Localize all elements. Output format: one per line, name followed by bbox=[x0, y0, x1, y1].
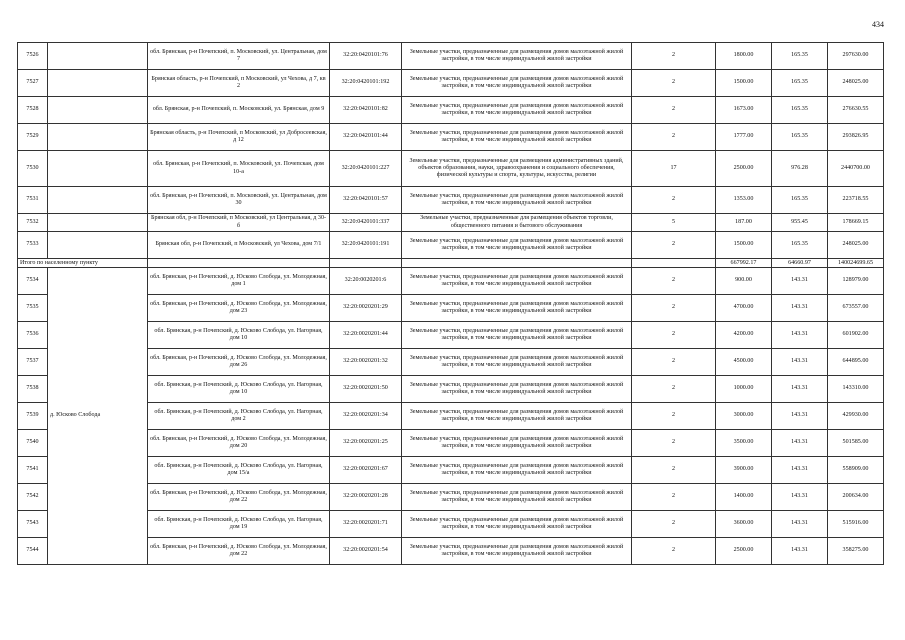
cadastral-number-cell: 32:20:0420101:76 bbox=[330, 43, 402, 70]
price-cell: 143.31 bbox=[772, 511, 828, 538]
address-cell: Брянская обл, р-н Почепский, п Московский, ул Чехова, дом 7/1 bbox=[148, 232, 330, 259]
empty-cell bbox=[402, 259, 632, 268]
total-value-cell: 297630.00 bbox=[828, 43, 884, 70]
price-cell: 143.31 bbox=[772, 538, 828, 565]
total-value-cell: 223718.55 bbox=[828, 187, 884, 214]
row-number: 7529 bbox=[18, 124, 48, 151]
cadastral-number-cell: 32:20:0020201:44 bbox=[330, 322, 402, 349]
total-value-cell: 644895.00 bbox=[828, 349, 884, 376]
row-number: 7539 bbox=[18, 403, 48, 430]
area-cell: 3500.00 bbox=[716, 430, 772, 457]
table-row bbox=[18, 124, 884, 151]
use-group-cell: 2 bbox=[632, 511, 716, 538]
area-cell: 187.00 bbox=[716, 214, 772, 232]
cadastral-number-cell: 32:20:0420101:192 bbox=[330, 70, 402, 97]
address-cell: обл. Брянская, р-н Почепский, д. Юсково Слобода, ул. Нагорная, дом 10 bbox=[148, 322, 330, 349]
address-cell: обл. Брянская, р-н Почепский, д. Юсково Слобода, ул. Молодежная, дом 22 bbox=[148, 484, 330, 511]
price-cell: 955.45 bbox=[772, 214, 828, 232]
use-group-cell: 2 bbox=[632, 124, 716, 151]
area-cell: 4700.00 bbox=[716, 295, 772, 322]
cadastral-number-cell: 32:20:0420101:44 bbox=[330, 124, 402, 151]
row-number: 7527 bbox=[18, 70, 48, 97]
table-row bbox=[18, 268, 884, 295]
price-cell: 165.35 bbox=[772, 232, 828, 259]
table-row bbox=[18, 376, 884, 403]
total-value-cell: 558909.00 bbox=[828, 457, 884, 484]
row-number: 7536 bbox=[18, 322, 48, 349]
land-use-cell: Земельные участки, предназначенные для размещения домов малоэтажной жилой застройки, в том числе индивидуальной жилой застройки bbox=[402, 70, 632, 97]
area-cell: 1000.00 bbox=[716, 376, 772, 403]
row-number: 7537 bbox=[18, 349, 48, 376]
table-row bbox=[18, 538, 884, 565]
area-cell: 2500.00 bbox=[716, 151, 772, 187]
table-row bbox=[18, 70, 884, 97]
total-value-cell: 293826.95 bbox=[828, 124, 884, 151]
cadastral-number-cell: 32:20:0020201:50 bbox=[330, 376, 402, 403]
table-row bbox=[18, 457, 884, 484]
land-use-cell: Земельные участки, предназначенные для размещения домов малоэтажной жилой застройки, в том числе индивидуальной жилой застройки bbox=[402, 403, 632, 430]
area-cell: 4500.00 bbox=[716, 349, 772, 376]
price-cell: 143.31 bbox=[772, 430, 828, 457]
table-row bbox=[18, 484, 884, 511]
row-number: 7530 bbox=[18, 151, 48, 187]
land-use-cell: Земельные участки, предназначенные для размещения административных зданий, объектов образования, науки, здравоохранения и социального обеспечения, физической культуры и спорта, культуры, искусства, религии bbox=[402, 151, 632, 187]
empty-cell bbox=[330, 259, 402, 268]
land-use-cell: Земельные участки, предназначенные для размещения домов малоэтажной жилой застройки, в том числе индивидуальной жилой застройки bbox=[402, 97, 632, 124]
settlement-cell bbox=[48, 151, 148, 187]
total-value-cell: 2440700.00 bbox=[828, 151, 884, 187]
row-number: 7542 bbox=[18, 484, 48, 511]
land-use-cell: Земельные участки, предназначенные для размещения домов малоэтажной жилой застройки, в том числе индивидуальной жилой застройки bbox=[402, 484, 632, 511]
table-row bbox=[18, 430, 884, 457]
cadastral-number-cell: 32:20:0020201:28 bbox=[330, 484, 402, 511]
address-cell: обл. Брянская, р-н Почепский, д. Юсково Слобода, ул. Молодежная, дом 23 bbox=[148, 295, 330, 322]
cadastral-number-cell: 32:20:0020201:6 bbox=[330, 268, 402, 295]
subtotal-area: 667992.17 bbox=[716, 259, 772, 268]
settlement-cell bbox=[48, 43, 148, 70]
use-group-cell: 5 bbox=[632, 214, 716, 232]
empty-cell bbox=[148, 259, 330, 268]
settlement-cell bbox=[48, 232, 148, 259]
table-row bbox=[18, 349, 884, 376]
area-cell: 2500.00 bbox=[716, 538, 772, 565]
settlement-cell bbox=[48, 214, 148, 232]
row-number: 7535 bbox=[18, 295, 48, 322]
price-cell: 165.35 bbox=[772, 97, 828, 124]
address-cell: обл. Брянская, р-н Почепский, п. Московский, ул. Почепская, дом 10-а bbox=[148, 151, 330, 187]
use-group-cell: 2 bbox=[632, 457, 716, 484]
land-registry-table bbox=[17, 42, 884, 565]
cadastral-number-cell: 32:20:0420101:57 bbox=[330, 187, 402, 214]
use-group-cell: 2 bbox=[632, 97, 716, 124]
land-use-cell: Земельные участки, предназначенные для размещения домов малоэтажной жилой застройки, в том числе индивидуальной жилой застройки bbox=[402, 295, 632, 322]
price-cell: 143.31 bbox=[772, 295, 828, 322]
row-number: 7533 bbox=[18, 232, 48, 259]
cadastral-number-cell: 32:20:0020201:29 bbox=[330, 295, 402, 322]
use-group-cell: 2 bbox=[632, 70, 716, 97]
address-cell: обл. Брянская, р-н Почепский, д. Юсково Слобода, ул. Нагорная, дом 2 bbox=[148, 403, 330, 430]
land-use-cell: Земельные участки, предназначенные для размещения объектов торговли, общественного питания и бытового обслуживания bbox=[402, 214, 632, 232]
cadastral-number-cell: 32:20:0020201:67 bbox=[330, 457, 402, 484]
cadastral-number-cell: 32:20:0420101:82 bbox=[330, 97, 402, 124]
use-group-cell: 2 bbox=[632, 232, 716, 259]
price-cell: 165.35 bbox=[772, 43, 828, 70]
price-cell: 165.35 bbox=[772, 124, 828, 151]
address-cell: обл. Брянская, р-н Почепский, д. Юсково Слобода, ул. Нагорная, дом 19 bbox=[148, 511, 330, 538]
price-cell: 143.31 bbox=[772, 322, 828, 349]
table-row bbox=[18, 187, 884, 214]
use-group-cell: 2 bbox=[632, 322, 716, 349]
total-value-cell: 673557.00 bbox=[828, 295, 884, 322]
address-cell: обл. Брянская, р-н Почепский, д. Юсково Слобода, ул. Молодежная, дом 20 bbox=[148, 430, 330, 457]
use-group-cell: 2 bbox=[632, 295, 716, 322]
land-use-cell: Земельные участки, предназначенные для размещения домов малоэтажной жилой застройки, в том числе индивидуальной жилой застройки bbox=[402, 511, 632, 538]
use-group-cell: 2 bbox=[632, 403, 716, 430]
row-number: 7532 bbox=[18, 214, 48, 232]
land-use-cell: Земельные участки, предназначенные для размещения домов малоэтажной жилой застройки, в том числе индивидуальной жилой застройки bbox=[402, 457, 632, 484]
area-cell: 900.00 bbox=[716, 268, 772, 295]
land-use-cell: Земельные участки, предназначенные для размещения домов малоэтажной жилой застройки, в том числе индивидуальной жилой застройки bbox=[402, 322, 632, 349]
row-number: 7528 bbox=[18, 97, 48, 124]
land-use-cell: Земельные участки, предназначенные для размещения домов малоэтажной жилой застройки, в том числе индивидуальной жилой застройки bbox=[402, 268, 632, 295]
area-cell: 3000.00 bbox=[716, 403, 772, 430]
use-group-cell: 2 bbox=[632, 268, 716, 295]
cadastral-number-cell: 32:20:0020201:71 bbox=[330, 511, 402, 538]
use-group-cell: 17 bbox=[632, 151, 716, 187]
address-cell: обл. Брянская, р-н Почепский, д. Юсково Слобода, ул. Нагорная, дом 10 bbox=[148, 376, 330, 403]
use-group-cell: 2 bbox=[632, 430, 716, 457]
land-use-cell: Земельные участки, предназначенные для размещения домов малоэтажной жилой застройки, в том числе индивидуальной жилой застройки bbox=[402, 430, 632, 457]
row-number: 7544 bbox=[18, 538, 48, 565]
row-number: 7541 bbox=[18, 457, 48, 484]
table-row bbox=[18, 43, 884, 70]
address-cell: обл. Брянская, р-н Почепский, п. Московский, ул. Центральная, дом 30 bbox=[148, 187, 330, 214]
settlement-cell bbox=[48, 187, 148, 214]
cadastral-number-cell: 32:20:0020201:54 bbox=[330, 538, 402, 565]
total-value-cell: 429930.00 bbox=[828, 403, 884, 430]
area-cell: 1500.00 bbox=[716, 232, 772, 259]
cadastral-number-cell: 32:20:0020201:34 bbox=[330, 403, 402, 430]
subtotal-price: 64660.97 bbox=[772, 259, 828, 268]
price-cell: 143.31 bbox=[772, 457, 828, 484]
total-value-cell: 178669.15 bbox=[828, 214, 884, 232]
area-cell: 1673.00 bbox=[716, 97, 772, 124]
table-body bbox=[18, 43, 884, 565]
row-number: 7540 bbox=[18, 430, 48, 457]
use-group-cell: 2 bbox=[632, 349, 716, 376]
subtotal-label: Итого по населенному пункту bbox=[18, 259, 148, 268]
address-cell: обл. Брянская, р-н Почепский, д. Юсково Слобода, ул. Молодежная, дом 22 bbox=[148, 538, 330, 565]
total-value-cell: 601902.00 bbox=[828, 322, 884, 349]
table-row bbox=[18, 295, 884, 322]
settlement-cell bbox=[48, 124, 148, 151]
address-cell: Брянская область, р-н Почепский, п Московский, ул Чехова, д 7, кв 2 bbox=[148, 70, 330, 97]
area-cell: 3600.00 bbox=[716, 511, 772, 538]
table-row bbox=[18, 322, 884, 349]
row-number: 7531 bbox=[18, 187, 48, 214]
area-cell: 3900.00 bbox=[716, 457, 772, 484]
price-cell: 165.35 bbox=[772, 70, 828, 97]
subtotal-total: 140024699.65 bbox=[828, 259, 884, 268]
row-number: 7538 bbox=[18, 376, 48, 403]
address-cell: Брянская область, р-н Почепский, п Московский, ул Добросеевская, д 12 bbox=[148, 124, 330, 151]
area-cell: 1500.00 bbox=[716, 70, 772, 97]
address-cell: обл. Брянская, р-н Почепский, д. Юсково Слобода, ул. Нагорная, дом 15/а bbox=[148, 457, 330, 484]
area-cell: 4200.00 bbox=[716, 322, 772, 349]
table-row bbox=[18, 232, 884, 259]
row-number: 7534 bbox=[18, 268, 48, 295]
land-use-cell: Земельные участки, предназначенные для размещения домов малоэтажной жилой застройки, в том числе индивидуальной жилой застройки bbox=[402, 232, 632, 259]
area-cell: 1777.00 bbox=[716, 124, 772, 151]
page-number: 434 bbox=[872, 20, 884, 29]
total-value-cell: 501585.00 bbox=[828, 430, 884, 457]
land-use-cell: Земельные участки, предназначенные для размещения домов малоэтажной жилой застройки, в том числе индивидуальной жилой застройки bbox=[402, 187, 632, 214]
land-use-cell: Земельные участки, предназначенные для размещения домов малоэтажной жилой застройки, в том числе индивидуальной жилой застройки bbox=[402, 376, 632, 403]
subtotal-row bbox=[18, 259, 884, 268]
settlement-cell bbox=[48, 70, 148, 97]
price-cell: 143.31 bbox=[772, 268, 828, 295]
land-use-cell: Земельные участки, предназначенные для размещения домов малоэтажной жилой застройки, в том числе индивидуальной жилой застройки bbox=[402, 124, 632, 151]
price-cell: 143.31 bbox=[772, 403, 828, 430]
total-value-cell: 276630.55 bbox=[828, 97, 884, 124]
total-value-cell: 200634.00 bbox=[828, 484, 884, 511]
address-cell: Брянская обл, р-н Почепский, п Московский, ул Центральная, д 30-б bbox=[148, 214, 330, 232]
row-number: 7543 bbox=[18, 511, 48, 538]
cadastral-number-cell: 32:20:0420101:191 bbox=[330, 232, 402, 259]
row-number: 7526 bbox=[18, 43, 48, 70]
total-value-cell: 248025.00 bbox=[828, 232, 884, 259]
address-cell: обл. Брянская, р-н Почепский, п. Московский, ул. Центральная, дом 7 bbox=[148, 43, 330, 70]
table-row bbox=[18, 214, 884, 232]
settlement-label: д. Юсково Слобода bbox=[48, 268, 148, 565]
area-cell: 1353.00 bbox=[716, 187, 772, 214]
table-row bbox=[18, 403, 884, 430]
table-row bbox=[18, 97, 884, 124]
area-cell: 1800.00 bbox=[716, 43, 772, 70]
use-group-cell: 2 bbox=[632, 484, 716, 511]
price-cell: 976.28 bbox=[772, 151, 828, 187]
total-value-cell: 128979.00 bbox=[828, 268, 884, 295]
area-cell: 1400.00 bbox=[716, 484, 772, 511]
cadastral-number-cell: 32:20:0020201:32 bbox=[330, 349, 402, 376]
cadastral-number-cell: 32:20:0420101:227 bbox=[330, 151, 402, 187]
cadastral-number-cell: 32:20:0020201:25 bbox=[330, 430, 402, 457]
total-value-cell: 515916.00 bbox=[828, 511, 884, 538]
land-use-cell: Земельные участки, предназначенные для размещения домов малоэтажной жилой застройки, в том числе индивидуальной жилой застройки bbox=[402, 538, 632, 565]
total-value-cell: 143310.00 bbox=[828, 376, 884, 403]
empty-cell bbox=[632, 259, 716, 268]
address-cell: обл. Брянская, р-н Почепский, д. Юсково Слобода, ул. Молодежная, дом 1 bbox=[148, 268, 330, 295]
address-cell: обл. Брянская, р-н Почепский, д. Юсково Слобода, ул. Молодежная, дом 26 bbox=[148, 349, 330, 376]
price-cell: 165.35 bbox=[772, 187, 828, 214]
price-cell: 143.31 bbox=[772, 484, 828, 511]
table-row bbox=[18, 151, 884, 187]
cadastral-number-cell: 32:20:0420101:337 bbox=[330, 214, 402, 232]
use-group-cell: 2 bbox=[632, 538, 716, 565]
land-use-cell: Земельные участки, предназначенные для размещения домов малоэтажной жилой застройки, в том числе индивидуальной жилой застройки bbox=[402, 43, 632, 70]
table-row bbox=[18, 511, 884, 538]
use-group-cell: 2 bbox=[632, 376, 716, 403]
settlement-cell bbox=[48, 97, 148, 124]
address-cell: обл. Брянская, р-н Почепский, п. Московский, ул. Брянская, дом 9 bbox=[148, 97, 330, 124]
use-group-cell: 2 bbox=[632, 187, 716, 214]
price-cell: 143.31 bbox=[772, 349, 828, 376]
use-group-cell: 2 bbox=[632, 43, 716, 70]
total-value-cell: 248025.00 bbox=[828, 70, 884, 97]
total-value-cell: 358275.00 bbox=[828, 538, 884, 565]
price-cell: 143.31 bbox=[772, 376, 828, 403]
land-use-cell: Земельные участки, предназначенные для размещения домов малоэтажной жилой застройки, в том числе индивидуальной жилой застройки bbox=[402, 349, 632, 376]
